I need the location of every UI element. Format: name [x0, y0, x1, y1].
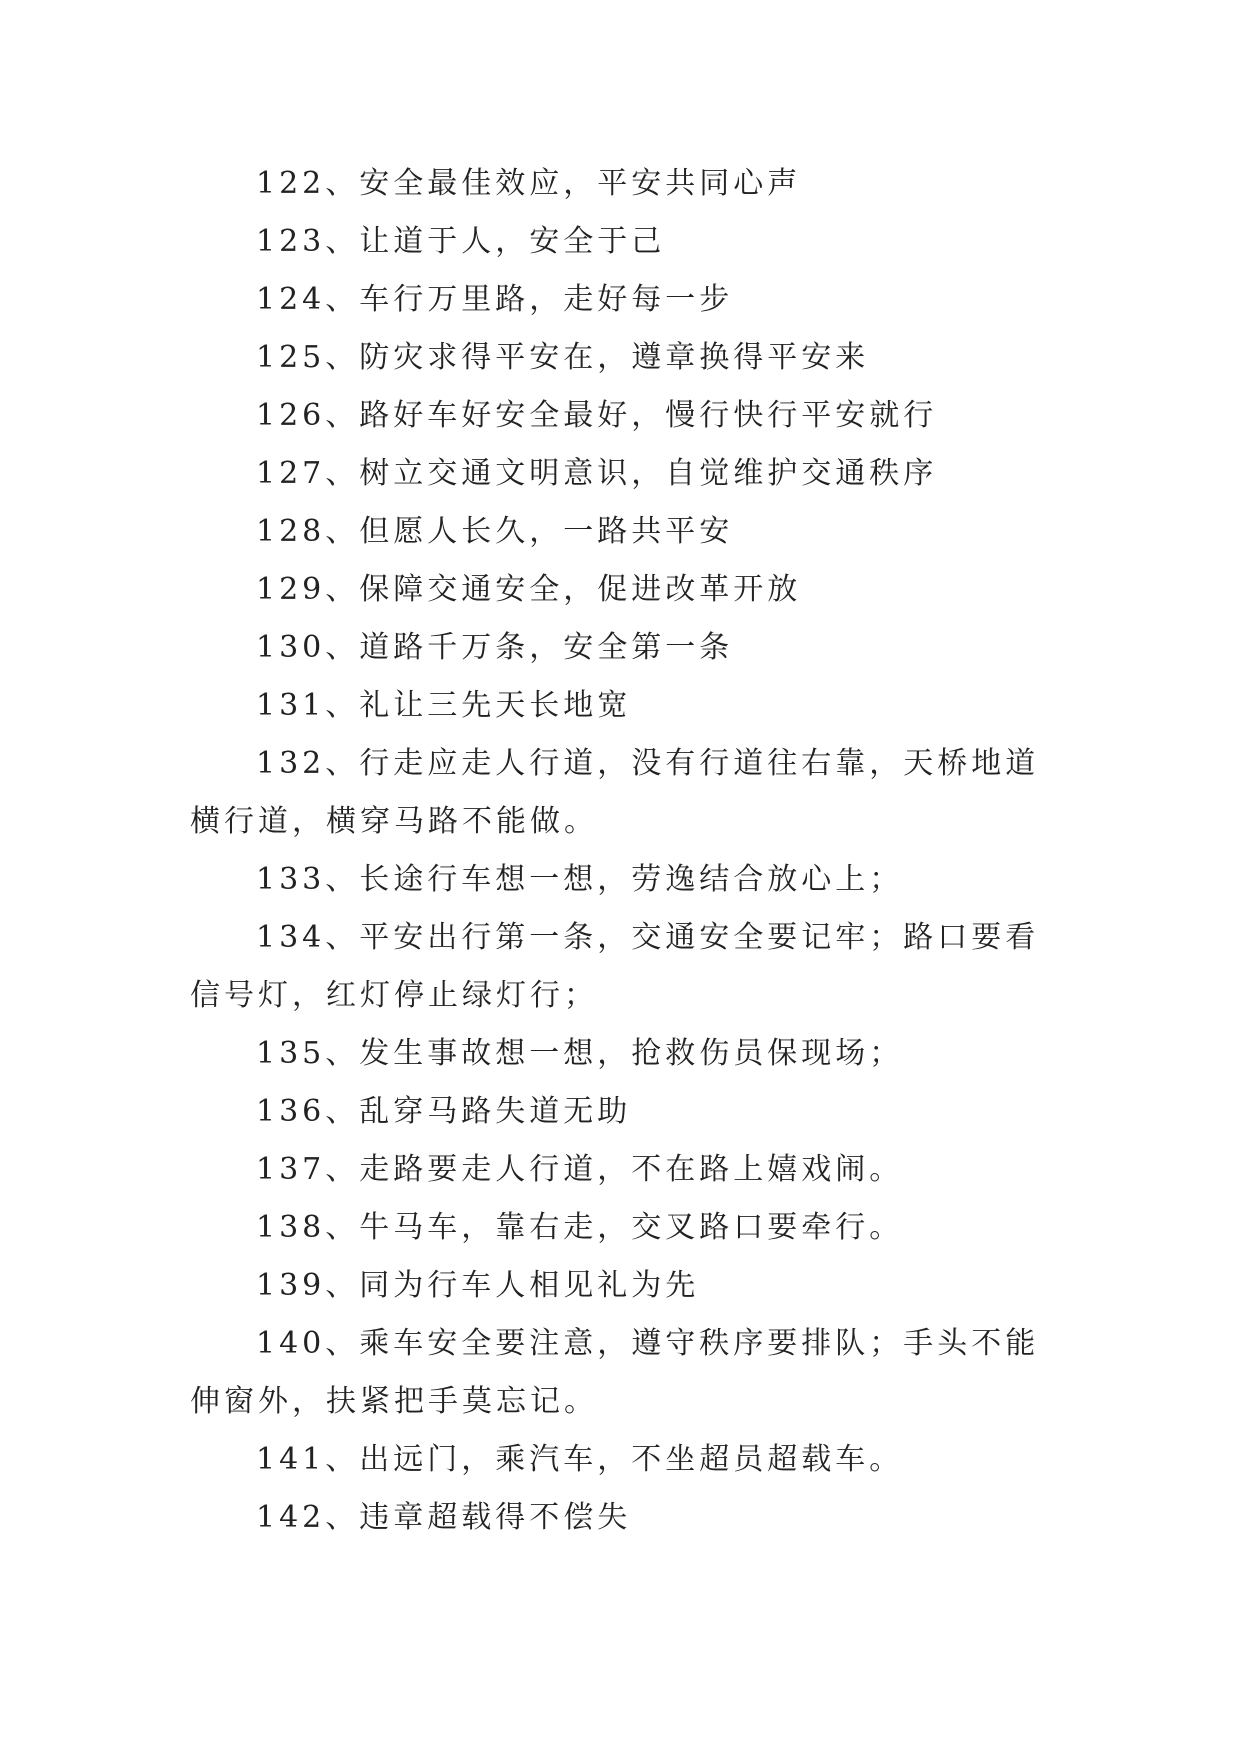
slogan-item-134: 134、平安出行第一条，交通安全要记牢；路口要看信号灯，红灯停止绿灯行； [190, 920, 1040, 1013]
slogan-item-127: 127、树立交通文明意识，自觉维护交通秩序 [256, 456, 938, 491]
slogan-list [190, 155, 1052, 1547]
slogan-item-141: 141、出远门，乘汽车，不坐超员超载车。 [256, 1442, 904, 1477]
slogan-item-129: 129、保障交通安全，促进改革开放 [256, 572, 802, 607]
slogan-item-137: 137、走路要走人行道，不在路上嬉戏闹。 [256, 1152, 904, 1187]
slogan-item-135: 135、发生事故想一想，抢救伤员保现场； [256, 1036, 904, 1071]
slogan-item-131: 131、礼让三先天长地宽 [256, 688, 632, 723]
slogan-item-128: 128、但愿人长久，一路共平安 [256, 514, 734, 549]
slogan-item-142: 142、违章超载得不偿失 [256, 1500, 632, 1535]
slogan-item-130: 130、道路千万条，安全第一条 [256, 630, 734, 665]
slogan-item-123: 123、让道于人，安全于己 [256, 224, 666, 259]
slogan-item-122: 122、安全最佳效应，平安共同心声 [256, 166, 802, 201]
slogan-item-125: 125、防灾求得平安在，遵章换得平安来 [256, 340, 870, 375]
slogan-item-124: 124、车行万里路，走好每一步 [256, 282, 734, 317]
slogan-item-132: 132、行走应走人行道，没有行道往右靠，天桥地道横行道，横穿马路不能做。 [190, 746, 1040, 839]
slogan-item-136: 136、乱穿马路失道无助 [256, 1094, 632, 1129]
slogan-item-139: 139、同为行车人相见礼为先 [256, 1268, 700, 1303]
slogan-item-133: 133、长途行车想一想，劳逸结合放心上； [256, 862, 904, 897]
slogan-item-140: 140、乘车安全要注意，遵守秩序要排队；手头不能伸窗外，扶紧把手莫忘记。 [190, 1326, 1040, 1419]
slogan-item-126: 126、路好车好安全最好，慢行快行平安就行 [256, 398, 938, 433]
slogan-item-138: 138、牛马车，靠右走，交叉路口要牵行。 [256, 1210, 904, 1245]
